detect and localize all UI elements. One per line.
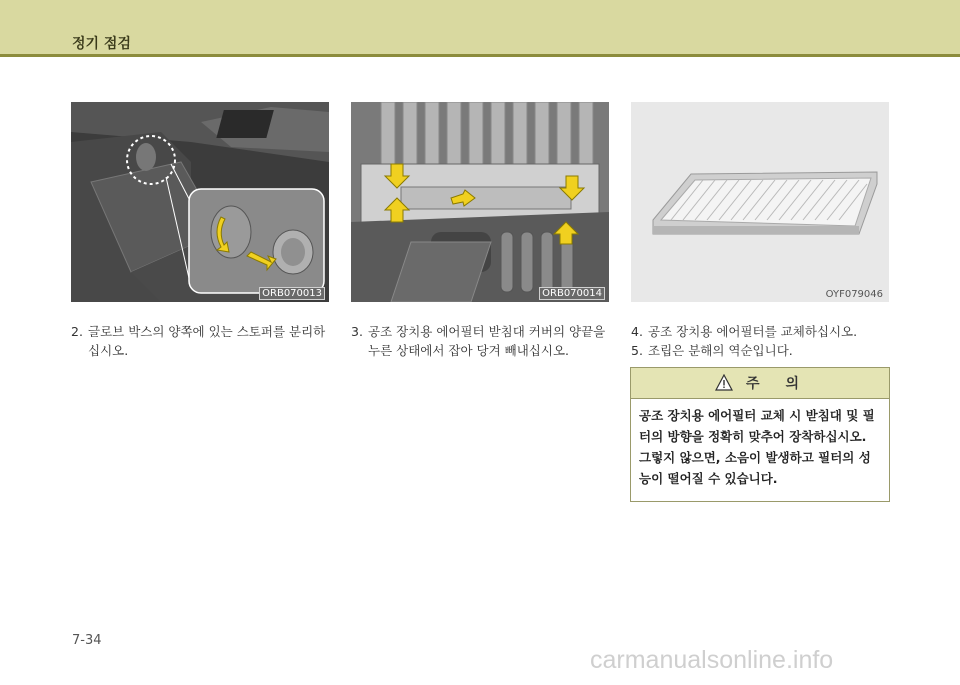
step-3 bbox=[351, 322, 609, 360]
step-number: 3. bbox=[351, 324, 363, 339]
step-text: 공조 장치용 에어필터 받침대 커버의 양끝을 누른 상태에서 잡아 당겨 빼내십시오. bbox=[368, 324, 606, 358]
figure-code: OYF079046 bbox=[825, 289, 883, 300]
warning-triangle-icon bbox=[715, 374, 733, 391]
caution-text: 공조 장치용 에어필터 교체 시 받침대 및 필터의 방향을 정확히 맞추어 장착하십시오. bbox=[639, 408, 875, 444]
page-header bbox=[0, 0, 960, 54]
figure-code: ORB070013 bbox=[259, 287, 325, 300]
step-number: 4. bbox=[631, 324, 643, 339]
caution-body bbox=[631, 399, 889, 489]
filter-cover-photo bbox=[351, 102, 609, 302]
watermark: carmanualsonline.info bbox=[590, 646, 834, 674]
section-title: 정기 점검 bbox=[72, 36, 131, 52]
caution-text: 그렇지 않으면, 소음이 발생하고 필터의 성능이 떨어질 수 있습니다. bbox=[639, 450, 871, 486]
figure-code: ORB070014 bbox=[539, 287, 605, 300]
step-text: 글로브 박스의 양쪽에 있는 스토퍼를 분리하십시오. bbox=[88, 324, 326, 358]
caution-title: 주의 bbox=[746, 376, 826, 392]
glove-box-photo bbox=[71, 102, 329, 302]
step-number: 5. bbox=[631, 343, 643, 358]
step-number: 2. bbox=[71, 324, 83, 339]
step-2 bbox=[71, 322, 329, 360]
air-filter-photo bbox=[631, 102, 889, 302]
caution-header bbox=[631, 368, 889, 399]
step-4 bbox=[631, 322, 891, 341]
page-number: 7-34 bbox=[72, 633, 102, 648]
step-5 bbox=[631, 341, 891, 360]
step-text: 조립은 분해의 역순입니다. bbox=[648, 343, 793, 358]
header-divider bbox=[0, 54, 960, 57]
caution-box bbox=[630, 367, 890, 502]
step-text: 공조 장치용 에어필터를 교체하십시오. bbox=[648, 324, 858, 339]
